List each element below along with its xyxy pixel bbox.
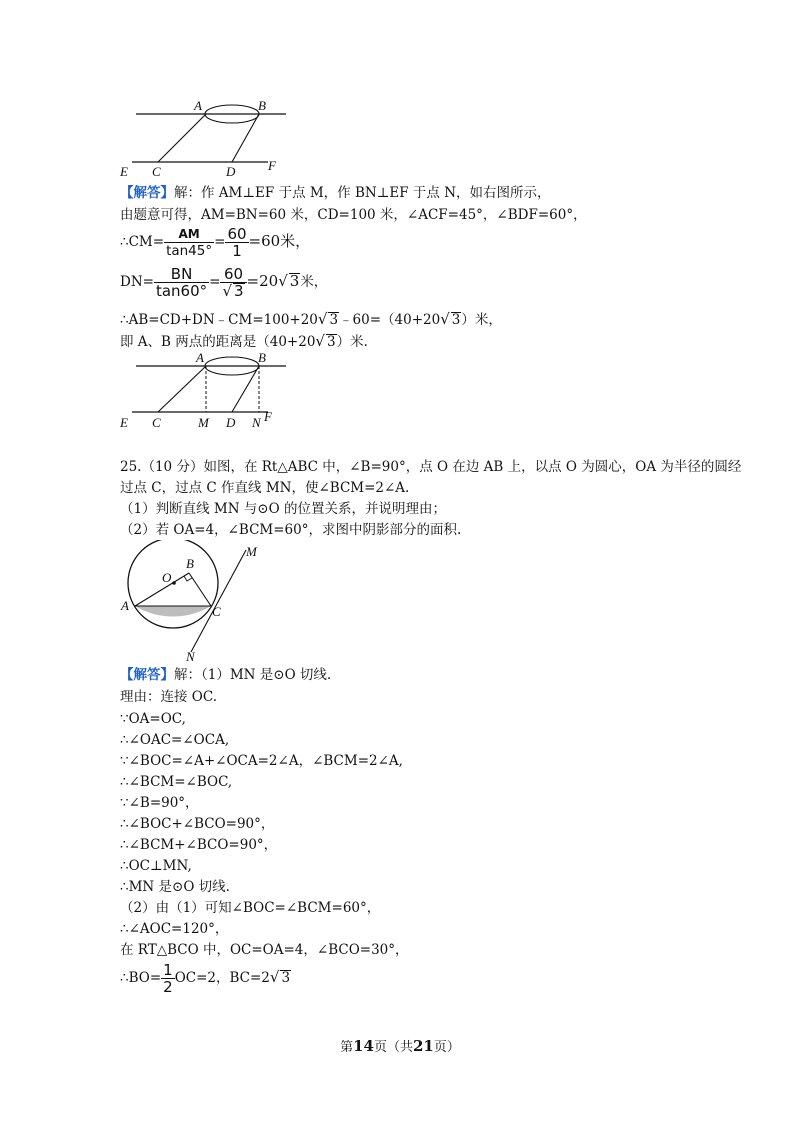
sol1-line2: 由题意可得，AM=BN=60 米，CD=100 米，∠ACF=45°，∠BDF=60°，	[120, 207, 587, 223]
fig1-label-f: F	[268, 158, 276, 173]
sol1-ab-formula: ∴AB=CD+DN﹣CM=100+20√ 3﹣60=（40+20√ 3）米，	[120, 310, 502, 328]
page-footer: 第14页（共21页）	[340, 1037, 460, 1055]
sol2-last-formula: ∴BO= $\frac{1}{2}$ OC=2，BC=2√ 3	[120, 961, 291, 996]
q25-line3: （1）判断直线 MN 与⊙O 的位置关系，并说明理由；	[120, 501, 446, 517]
answer-tag-2: 【解答】	[120, 667, 174, 683]
sol1-dn-formula: DN= $\frac{BN}{\tan 60^\circ}$ = $\frac{60}{√ 3}$ =20√ 3米，	[120, 265, 328, 300]
sol2-line-6: ∵∠B=90°，	[120, 795, 199, 811]
sol2-line-8: ∴∠BCM+∠BCO=90°，	[120, 837, 278, 853]
fig1-label-d: D	[226, 164, 236, 179]
sol2-line-9: ∴OC⊥MN,	[120, 858, 192, 874]
sol2-line-3: ∴∠OAC=∠OCA,	[120, 732, 230, 748]
figure-river-2	[118, 350, 288, 432]
fig3-label-o: O	[162, 570, 172, 585]
fig3-label-c: C	[212, 604, 221, 619]
sol2-line-12: ∴∠AOC=120°，	[120, 921, 229, 937]
sol2-line-11: （2）由（1）可知∠BOC=∠BCM=60°，	[120, 900, 381, 916]
page-number: 14	[353, 1037, 374, 1055]
fig2-label-a: A	[196, 350, 204, 365]
sol2-line-1: 理由：连接 OC.	[120, 689, 217, 705]
figure-circle	[118, 540, 268, 664]
sol1-answer: 即 A、B 两点的距离是（40+20√ 3）米.	[120, 332, 368, 350]
fig2-label-d: D	[226, 415, 236, 430]
fig1-label-c: C	[152, 164, 161, 179]
fig3-label-m: M	[246, 544, 257, 559]
q25-line2: 过点 C，过点 C 作直线 MN，使∠BCM=2∠A.	[120, 480, 410, 496]
fig3-label-b: B	[186, 556, 194, 571]
fig2-label-b: B	[258, 350, 266, 365]
q25-line1: 25.（10 分）如图，在 Rt△ABC 中，∠B=90°，点 O 在边 AB 上，以点 O 为圆心，OA 为半径的圆经	[120, 459, 742, 475]
fig1-label-a: A	[194, 98, 202, 113]
sol2-line-5: ∴∠BCM=∠BOC,	[120, 774, 233, 790]
q25-line4: （2）若 OA=4，∠BCM=60°，求图中阴影部分的面积.	[120, 522, 462, 538]
fig3-label-n: N	[186, 649, 195, 664]
fig1-label-b: B	[258, 98, 266, 113]
sol1-cm-formula: ∴CM= $\frac{AM}{\tan 45^\circ}$ = $\frac{60}{1}$ =60米，	[120, 225, 311, 260]
sol2-line-2: ∵OA=OC,	[120, 711, 186, 727]
fig3-label-a: A	[121, 598, 129, 613]
sol1-line1: 【解答】解：作 AM⊥EF 于点 M，作 BN⊥EF 于点 N，如右图所示，	[120, 185, 551, 201]
fig2-label-c: C	[152, 415, 161, 430]
fig2-label-n: N	[252, 415, 261, 430]
fig2-label-m: M	[198, 415, 209, 430]
sol2-line-4: ∵∠BOC=∠A+∠OCA=2∠A，∠BCM=2∠A,	[120, 753, 403, 769]
answer-tag: 【解答】	[120, 185, 174, 201]
sol2-line-0: 【解答】解：（1）MN 是⊙O 切线.	[120, 667, 332, 683]
sol2-line-13: 在 RT△BCO 中，OC=OA=4，∠BCO=30°，	[120, 942, 409, 958]
fig2-label-f: F	[264, 409, 272, 424]
fig2-label-e: E	[120, 415, 128, 430]
fig1-label-e: E	[120, 164, 128, 179]
sol2-line-7: ∴∠BOC+∠BCO=90°，	[120, 816, 275, 832]
page-total: 21	[413, 1037, 434, 1055]
figure-river-1	[118, 98, 288, 180]
sol2-line-10: ∴MN 是⊙O 切线.	[120, 879, 230, 895]
